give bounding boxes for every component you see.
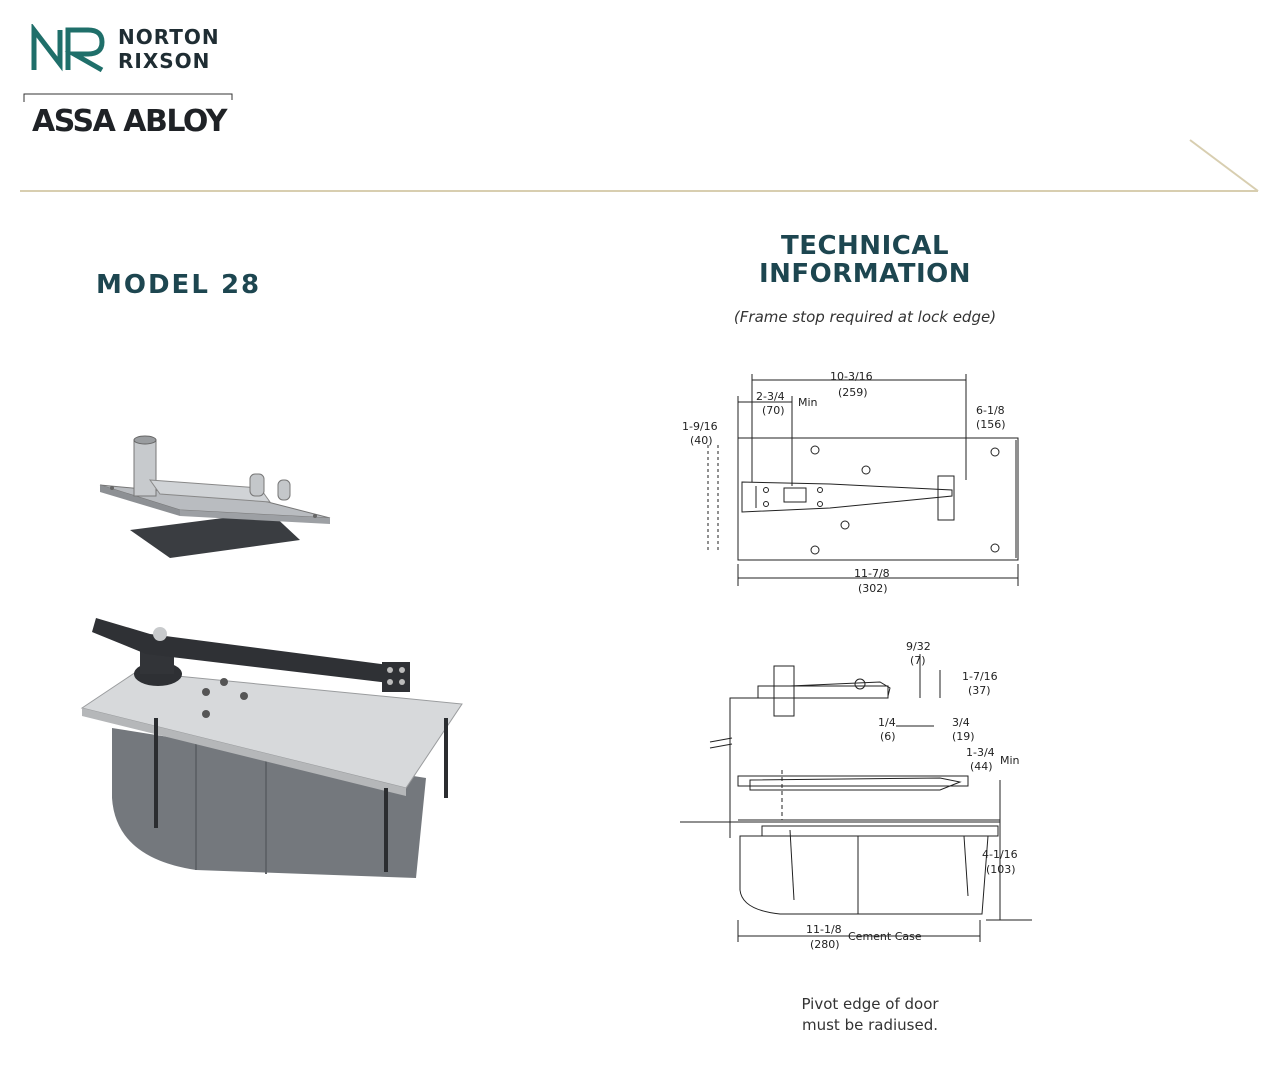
technical-title: TECHNICAL INFORMATION [758, 231, 972, 289]
dim-case-length-mm: (280) [810, 938, 840, 951]
footnote [770, 994, 970, 1036]
dim-top-gap: 9/32 [906, 640, 931, 653]
dim-case-depth: 4-1/16 [982, 848, 1018, 861]
brand-divider [22, 92, 234, 104]
dim-small-gap-mm: (6) [880, 730, 896, 743]
dim-small-gap: 1/4 [878, 716, 896, 729]
floor-closer-image [76, 608, 466, 888]
nr-monogram-icon [30, 24, 112, 74]
dim-min-label: Min [798, 396, 818, 409]
header-divider [0, 136, 1280, 200]
dim-case-length: 11-1/8 [806, 923, 842, 936]
dim-min-offset-mm: (70) [762, 404, 785, 417]
dim-min-offset: 2-3/4 [756, 390, 785, 403]
plan-view-diagram [670, 360, 1050, 600]
dim-left-edge-mm: (40) [690, 434, 713, 447]
dim-overall-top-mm: (259) [838, 386, 868, 399]
dim-top-gap-mm: (7) [910, 654, 926, 667]
technical-subtitle: (Frame stop required at lock edge) [733, 308, 997, 326]
dim-case-label: Cement Case [848, 930, 922, 943]
dim-case-depth-mm: (103) [986, 863, 1016, 876]
footnote-line2: must be radiused. [802, 1016, 938, 1034]
dim-overall-bottom: 11-7/8 [854, 567, 890, 580]
dim-width-mm: (156) [976, 418, 1006, 431]
dim-right-gap-mm: (19) [952, 730, 975, 743]
dim-min-height-label: Min [1000, 754, 1020, 767]
dim-overall-top: 10-3/16 [830, 370, 873, 383]
model-title: MODEL 28 [96, 270, 262, 300]
pivot-image [90, 430, 340, 570]
dim-min-height-mm: (44) [970, 760, 993, 773]
dim-width: 6-1/8 [976, 404, 1005, 417]
dim-arm-gap-mm: (37) [968, 684, 991, 697]
brand-name-line2: RIXSON [118, 49, 211, 73]
dim-min-height: 1-3/4 [966, 746, 995, 759]
brand-name-line1: NORTON [118, 25, 220, 49]
dim-overall-bottom-mm: (302) [858, 582, 888, 595]
dim-arm-gap: 1-7/16 [962, 670, 998, 683]
footnote-line1: Pivot edge of door [801, 995, 939, 1013]
dim-right-gap: 3/4 [952, 716, 970, 729]
section-view-diagram [670, 630, 1050, 960]
dim-left-edge: 1-9/16 [682, 420, 718, 433]
parent-company-logo: ASSA ABLOY [32, 104, 227, 139]
